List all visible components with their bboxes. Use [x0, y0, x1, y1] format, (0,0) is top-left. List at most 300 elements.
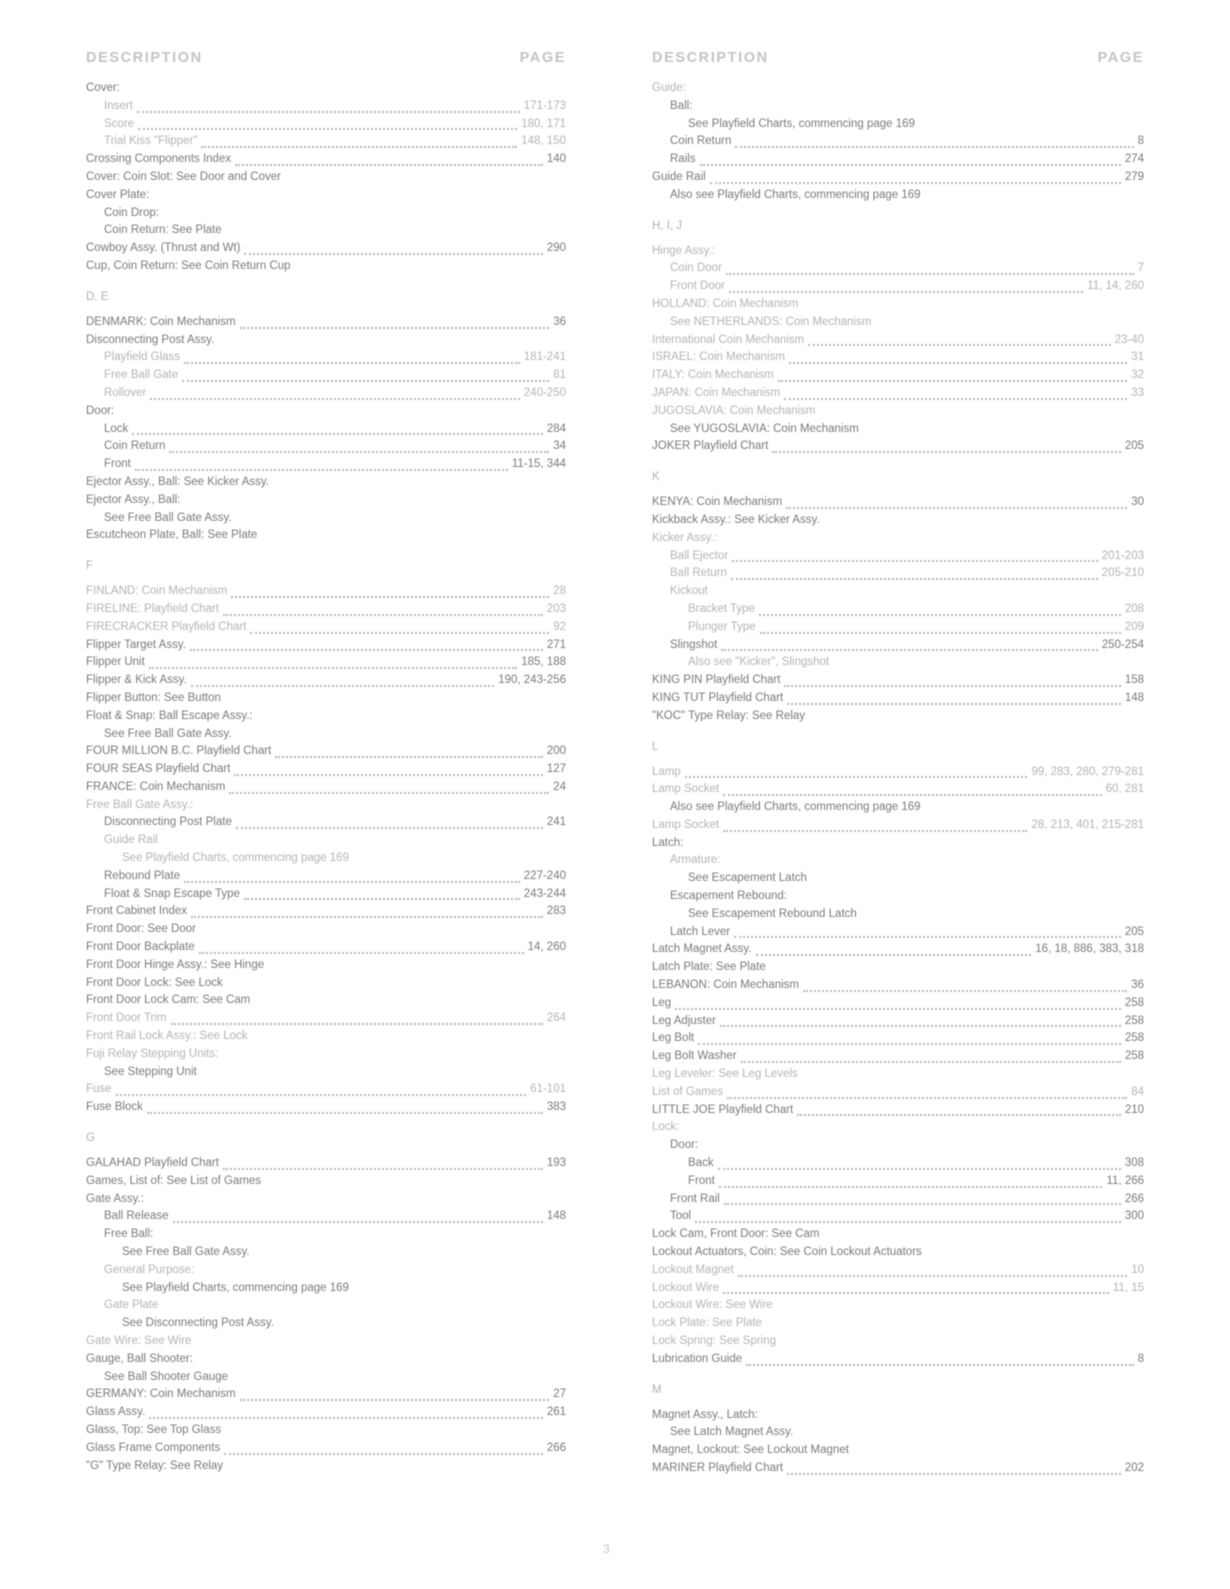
entry-page: 61-101: [530, 1083, 566, 1096]
entry-text: Leg Bolt: [652, 1032, 695, 1045]
dot-leader: [223, 1168, 543, 1170]
entry-text: Insert: [104, 99, 133, 112]
index-entries: [652, 82, 1144, 1480]
entry-text: Ball Release: [104, 1210, 169, 1223]
entry-page: 266: [546, 1441, 566, 1454]
index-entry: [86, 242, 566, 260]
entry-page: 36: [1131, 979, 1144, 992]
entry-text: Leg Leveler: See Leg Levels: [652, 1068, 798, 1081]
index-entry: [652, 1317, 1144, 1335]
index-entry: [652, 118, 1144, 136]
index-entry: [86, 1264, 566, 1282]
dot-leader: [184, 362, 520, 364]
dot-leader: [169, 451, 549, 453]
index-entry: [652, 280, 1144, 298]
dot-leader: [760, 632, 1121, 634]
entry-text: See Latch Magnet Assy.: [670, 1426, 794, 1439]
dot-leader: [724, 1203, 1121, 1205]
entry-text: GALAHAD Playfield Chart: [86, 1157, 219, 1170]
entry-text: FIRELINE: Playfield Chart: [86, 602, 219, 615]
dot-leader: [137, 111, 520, 113]
entry-page: 32: [1131, 369, 1144, 382]
index-entry: [86, 224, 566, 242]
entry-page: 24: [553, 780, 566, 793]
index-entry: [652, 567, 1144, 585]
dot-leader: [675, 1008, 1121, 1010]
index-entry: [652, 1426, 1144, 1444]
index-entry: [86, 621, 566, 639]
index-entry: [86, 728, 566, 746]
index-entry: [86, 1030, 566, 1048]
index-entry: [86, 674, 566, 692]
index-entry: [652, 837, 1144, 855]
entry-page: 205: [1124, 925, 1144, 938]
index-column-right: [652, 50, 1144, 1480]
entry-text: Guide Rail: [652, 170, 706, 183]
entry-text: Trial Kiss "Flipper": [104, 135, 198, 148]
entry-text: Rebound Plate: [104, 869, 181, 882]
index-entry: [652, 1032, 1144, 1050]
index-entry: [86, 405, 566, 423]
section-letter: [652, 207, 1144, 245]
page-heading: PAGE: [519, 50, 566, 66]
index-entry: [652, 674, 1144, 692]
entry-text: Also see Playfield Charts, commencing page 169: [670, 801, 921, 814]
index-entry: [652, 153, 1144, 171]
dot-leader: [729, 291, 1083, 293]
index-entry: [652, 1409, 1144, 1427]
entry-text: Score: [104, 117, 135, 130]
entry-text: International Coin Mechanism: [652, 333, 805, 346]
section-letter-text: K: [652, 471, 660, 484]
entry-text: FOUR SEAS Playfield Chart: [86, 763, 231, 776]
entry-page: 240-250: [523, 386, 566, 399]
entry-text: Front Door: See Door: [86, 923, 196, 936]
entry-page: 31: [1131, 351, 1144, 364]
dot-leader: [787, 1473, 1121, 1475]
entry-text: Ball Return: [670, 567, 727, 580]
index-entry: [86, 710, 566, 728]
dot-leader: [150, 398, 520, 400]
entry-page: 258: [1124, 996, 1144, 1009]
index-entry: [86, 994, 566, 1012]
index-entry: [86, 135, 566, 153]
entry-page: 205-210: [1101, 567, 1144, 580]
column-header: [652, 50, 1144, 74]
index-entry: [652, 405, 1144, 423]
dot-leader: [710, 182, 1121, 184]
entry-text: See Escapement Latch: [688, 872, 807, 885]
index-entry: [652, 1104, 1144, 1122]
entry-text: Cover:: [86, 82, 120, 94]
entry-page: 33: [1131, 386, 1144, 399]
index-entry: [86, 1157, 566, 1175]
index-entry: [86, 153, 566, 171]
entry-text: Gate Wire: See Wire: [86, 1335, 192, 1347]
section-letter-text: L: [652, 740, 659, 753]
index-entry: [652, 135, 1144, 153]
section-letter: [652, 1371, 1144, 1409]
entry-text: See Playfield Charts, commencing page 169: [122, 852, 349, 865]
entry-text: See Stepping Unit: [104, 1065, 197, 1078]
index-entry: [86, 692, 566, 710]
section-letter-text: F: [86, 560, 94, 573]
entry-text: Cup, Coin Return: See Coin Return Cup: [86, 259, 291, 272]
dot-leader: [191, 916, 543, 918]
section-letter-text: H, I, J: [652, 219, 683, 232]
entry-page: 202: [1124, 1461, 1144, 1474]
entry-text: Free Ball:: [104, 1228, 154, 1241]
entry-text: Front: [104, 458, 131, 471]
index-entry: [652, 440, 1144, 458]
index-entry: [86, 423, 566, 441]
dot-leader: [756, 954, 1032, 956]
entry-text: Back: [688, 1157, 714, 1170]
entry-text: Leg: [652, 996, 672, 1009]
entry-text: Front Rail Lock Assy.: See Lock: [86, 1030, 248, 1043]
index-entry: [652, 783, 1144, 801]
dot-leader: [784, 398, 1127, 400]
index-entry: [86, 639, 566, 657]
entry-text: Front Door Backplate: [86, 941, 195, 954]
entry-text: Escapement Rebound:: [670, 890, 787, 903]
index-entry: [86, 369, 566, 387]
dot-leader: [244, 253, 542, 255]
entry-page: 11, 14, 260: [1087, 280, 1144, 293]
index-entry: [652, 496, 1144, 514]
entry-text: Kickback Assy.: See Kicker Assy.: [652, 513, 820, 526]
index-entry: [86, 1210, 566, 1228]
entry-text: FOUR MILLION B.C. Playfield Chart: [86, 745, 272, 758]
index-entry: [652, 943, 1144, 961]
entry-page: 190, 243-256: [498, 674, 566, 687]
index-entry: [652, 961, 1144, 979]
entry-text: Also see "Kicker", Slingshot: [688, 656, 830, 669]
entry-text: Front Door Hinge Assy.: See Hinge: [86, 958, 265, 971]
index-entry: [652, 766, 1144, 784]
entry-text: Slingshot: [670, 638, 718, 651]
dot-leader: [808, 344, 1110, 346]
section-letter: [86, 278, 566, 316]
entry-text: Leg Adjuster: [652, 1014, 716, 1027]
dot-leader: [700, 164, 1121, 166]
index-entry: [652, 710, 1144, 728]
entry-page: 241: [546, 816, 566, 829]
index-entry: [86, 603, 566, 621]
entry-text: See Disconnecting Post Assy.: [122, 1317, 274, 1330]
entry-page: 27: [553, 1388, 566, 1401]
dot-leader: [731, 578, 1098, 580]
entry-page: 181-241: [523, 351, 566, 364]
entry-text: Lockout Wire: [652, 1281, 720, 1294]
dot-leader: [719, 1186, 1103, 1188]
entry-page: 34: [553, 440, 566, 453]
dot-leader: [240, 327, 550, 329]
entry-text: Flipper & Kick Assy.: [86, 674, 187, 687]
entry-text: Kickout: [670, 585, 708, 598]
dot-leader: [735, 146, 1133, 148]
entry-page: 290: [546, 242, 566, 255]
index-entry: [86, 1175, 566, 1193]
index-entry: [652, 1444, 1144, 1462]
entry-text: Cowboy Assy. (Thrust and Wt): [86, 242, 241, 255]
page-number: 3: [603, 1542, 610, 1556]
index-entry: [652, 1193, 1144, 1211]
entry-text: Rollover: [104, 386, 147, 399]
entry-text: Latch Plate: See Plate: [652, 961, 766, 974]
index-entry: [652, 1139, 1144, 1157]
index-entry: [652, 639, 1144, 657]
entry-text: Guide Rail: [104, 834, 158, 847]
entry-text: Door:: [86, 404, 115, 417]
dot-leader: [789, 362, 1127, 364]
index-entry: [652, 334, 1144, 352]
entry-page: 81: [553, 369, 566, 382]
index-entry: [652, 1299, 1144, 1317]
entry-text: See Escapement Rebound Latch: [688, 907, 857, 920]
entry-text: Disconnecting Post Plate: [104, 816, 232, 829]
index-entry: [86, 1371, 566, 1389]
index-entry: [652, 1015, 1144, 1033]
index-entry: [86, 1012, 566, 1030]
entry-page: 279: [1124, 170, 1144, 183]
dot-leader: [685, 776, 1028, 778]
index-entry: [86, 351, 566, 369]
column-header: [86, 50, 566, 74]
entry-text: Cover Plate:: [86, 188, 150, 201]
entry-text: Lock Plate: See Plate: [652, 1317, 762, 1330]
entry-text: Ejector Assy., Ball:: [86, 493, 181, 506]
entry-text: Flipper Target Assy.: [86, 638, 186, 651]
index-entry: [652, 926, 1144, 944]
index-entry: [86, 941, 566, 959]
description-heading: DESCRIPTION: [86, 50, 203, 66]
index-entry: [86, 585, 566, 603]
index-entry: [86, 334, 566, 352]
section-letter-text: G: [86, 1132, 95, 1145]
entry-page: 266: [1124, 1192, 1144, 1205]
entry-text: JUGOSLAVIA: Coin Mechanism: [652, 404, 816, 417]
index-entry: [652, 890, 1144, 908]
index-entry: [652, 387, 1144, 405]
entry-text: Lockout Magnet: [652, 1263, 734, 1276]
entry-page: 383: [546, 1101, 566, 1114]
entry-text: Float & Snap Escape Type: [104, 887, 240, 900]
entry-page: 7: [1137, 262, 1144, 275]
section-letter: [652, 458, 1144, 496]
index-entry: [86, 1246, 566, 1264]
entry-text: LEBANON: Coin Mechanism: [652, 979, 799, 992]
entry-text: Fuse Block: [86, 1101, 143, 1114]
entry-page: 11-15, 344: [511, 458, 566, 471]
entry-text: Coin Return: [670, 135, 732, 148]
index-entry: [86, 781, 566, 799]
index-entry: [86, 476, 566, 494]
index-entry: [86, 260, 566, 278]
entry-text: Front Door Lock: See Lock: [86, 976, 223, 989]
entry-text: Front Door Trim: [86, 1012, 167, 1025]
entry-text: Coin Drop:: [104, 206, 159, 219]
entry-page: 271: [546, 638, 566, 651]
entry-text: Escutcheon Plate, Ball: See Plate: [86, 529, 258, 542]
entry-text: Kicker Assy.:: [652, 531, 717, 544]
dot-leader: [182, 380, 549, 382]
entry-text: Latch Magnet Assy.: [652, 943, 752, 956]
entry-text: Latch Lever: [670, 925, 731, 938]
dot-leader: [759, 614, 1121, 616]
entry-text: Lamp Socket: [652, 818, 720, 831]
index-entry: [652, 1157, 1144, 1175]
dot-leader: [190, 649, 543, 651]
dot-leader: [734, 936, 1121, 938]
entry-text: Glass, Top: See Top Glass: [86, 1423, 222, 1436]
index-entry: [652, 245, 1144, 263]
entry-page: 28, 213, 401, 215-281: [1031, 818, 1144, 831]
entry-page: 127: [546, 763, 566, 776]
entry-page: 261: [546, 1406, 566, 1419]
entry-text: Gate Plate: [104, 1299, 159, 1312]
entry-text: Plunger Type: [688, 620, 756, 633]
description-heading: DESCRIPTION: [652, 50, 769, 66]
index-entry: [652, 298, 1144, 316]
entry-page: 200: [546, 745, 566, 758]
entry-page: 208: [1124, 602, 1144, 615]
entry-text: Flipper Button: See Button: [86, 691, 221, 704]
index-entry: [652, 532, 1144, 550]
dot-leader: [723, 830, 1027, 832]
dot-leader: [132, 433, 543, 435]
entry-text: See Free Ball Gate Assy.: [104, 511, 232, 524]
dot-leader: [698, 1043, 1121, 1045]
section-letter: [86, 1119, 566, 1157]
entry-text: Free Ball Gate Assy.:: [86, 798, 194, 811]
dot-leader: [147, 1112, 543, 1114]
entry-page: 36: [553, 315, 566, 328]
entry-text: List of Games: [652, 1085, 723, 1098]
entry-text: Ejector Assy., Ball: See Kicker Assy.: [86, 475, 270, 488]
index-entry: [86, 1442, 566, 1460]
index-entry: [86, 1101, 566, 1119]
entry-page: 274: [1124, 153, 1144, 166]
entry-text: Gauge, Ball Shooter:: [86, 1352, 193, 1365]
index-entry: [652, 692, 1144, 710]
dot-leader: [173, 1221, 543, 1223]
entry-text: Hinge Assy.:: [652, 244, 716, 257]
entry-page: 193: [546, 1157, 566, 1170]
index-entry: [652, 550, 1144, 568]
dot-leader: [191, 685, 494, 687]
entry-text: LITTLE JOE Playfield Chart: [652, 1103, 794, 1116]
entry-text: See Playfield Charts, commencing page 169: [122, 1281, 349, 1294]
entry-text: Games, List of: See List of Games: [86, 1174, 262, 1187]
entry-page: 203: [546, 602, 566, 615]
entry-text: Lamp Socket: [652, 783, 720, 796]
entry-text: Crossing Components Index: [86, 153, 232, 166]
index-entry: [86, 1460, 566, 1478]
dot-leader: [171, 1023, 543, 1025]
entry-text: Coin Door: [670, 262, 722, 275]
entry-text: Coin Return: [104, 440, 166, 453]
entry-text: See Playfield Charts, commencing page 169: [688, 117, 915, 130]
entry-text: Glass Frame Components: [86, 1441, 221, 1454]
entry-text: See Free Ball Gate Assy.: [122, 1246, 250, 1259]
index-entry: [652, 819, 1144, 837]
entry-text: Lubrication Guide: [652, 1352, 743, 1365]
entry-text: KING TUT Playfield Chart: [652, 691, 784, 704]
entry-text: Front Door Lock Cam: See Cam: [86, 994, 251, 1007]
index-entry: [652, 1335, 1144, 1353]
dot-leader: [803, 990, 1127, 992]
entry-text: Armature:: [670, 854, 721, 867]
index-entry: [86, 656, 566, 674]
entry-text: ISRAEL: Coin Mechanism: [652, 351, 785, 364]
entry-text: Front Door: [670, 280, 725, 293]
entry-text: Lock: [104, 422, 129, 435]
entry-page: 185, 188: [521, 656, 566, 669]
entry-text: KING PIN Playfield Chart: [652, 674, 781, 687]
index-entry: [86, 923, 566, 941]
entry-text: Lock Spring: See Spring: [652, 1335, 777, 1347]
entry-text: JAPAN: Coin Mechanism: [652, 386, 781, 399]
index-entry: [86, 100, 566, 118]
index-entry: [652, 1228, 1144, 1246]
index-entry: [652, 82, 1144, 100]
dot-leader: [224, 1453, 543, 1455]
entry-text: FIRECRACKER Playfield Chart: [86, 620, 247, 633]
entry-page: 201-203: [1101, 549, 1144, 562]
entry-text: Magnet Assy., Latch:: [652, 1408, 758, 1421]
entry-text: GERMANY: Coin Mechanism: [86, 1388, 236, 1401]
index-entry: [86, 207, 566, 225]
entry-text: Float & Snap: Ball Escape Assy.:: [86, 709, 253, 722]
index-entry: [652, 171, 1144, 189]
entry-text: DENMARK: Coin Mechanism: [86, 315, 236, 328]
dot-leader: [223, 614, 543, 616]
entry-text: Tool: [670, 1210, 692, 1223]
index-entry: [652, 1462, 1144, 1480]
index-entry: [86, 1388, 566, 1406]
entry-page: 209: [1124, 620, 1144, 633]
entry-page: 264: [546, 1012, 566, 1025]
entry-text: Playfield Glass: [104, 351, 181, 364]
index-entry: [86, 977, 566, 995]
entry-text: MARINER Playfield Chart: [652, 1461, 784, 1474]
index-entry: [86, 458, 566, 476]
index-entry: [652, 656, 1144, 674]
index-entry: [652, 1282, 1144, 1300]
dot-leader: [778, 380, 1128, 382]
entry-text: See Free Ball Gate Assy.: [104, 727, 232, 740]
index-entry: [86, 512, 566, 530]
dot-leader: [184, 881, 520, 883]
dot-leader: [787, 703, 1121, 705]
entry-text: FRANCE: Coin Mechanism: [86, 780, 226, 793]
entry-page: 99, 283, 280, 279-281: [1031, 765, 1144, 778]
index-entry: [86, 387, 566, 405]
index-entry: [652, 100, 1144, 118]
entry-page: 92: [553, 620, 566, 633]
entry-text: Ball:: [670, 99, 693, 112]
index-entry: [86, 1317, 566, 1335]
page-heading: PAGE: [1097, 50, 1144, 66]
dot-leader: [234, 774, 542, 776]
index-entry: [652, 603, 1144, 621]
index-entry: [652, 997, 1144, 1015]
dot-leader: [275, 756, 542, 758]
entry-page: 308: [1124, 1157, 1144, 1170]
entry-page: 283: [546, 905, 566, 918]
dot-leader: [116, 1094, 527, 1096]
